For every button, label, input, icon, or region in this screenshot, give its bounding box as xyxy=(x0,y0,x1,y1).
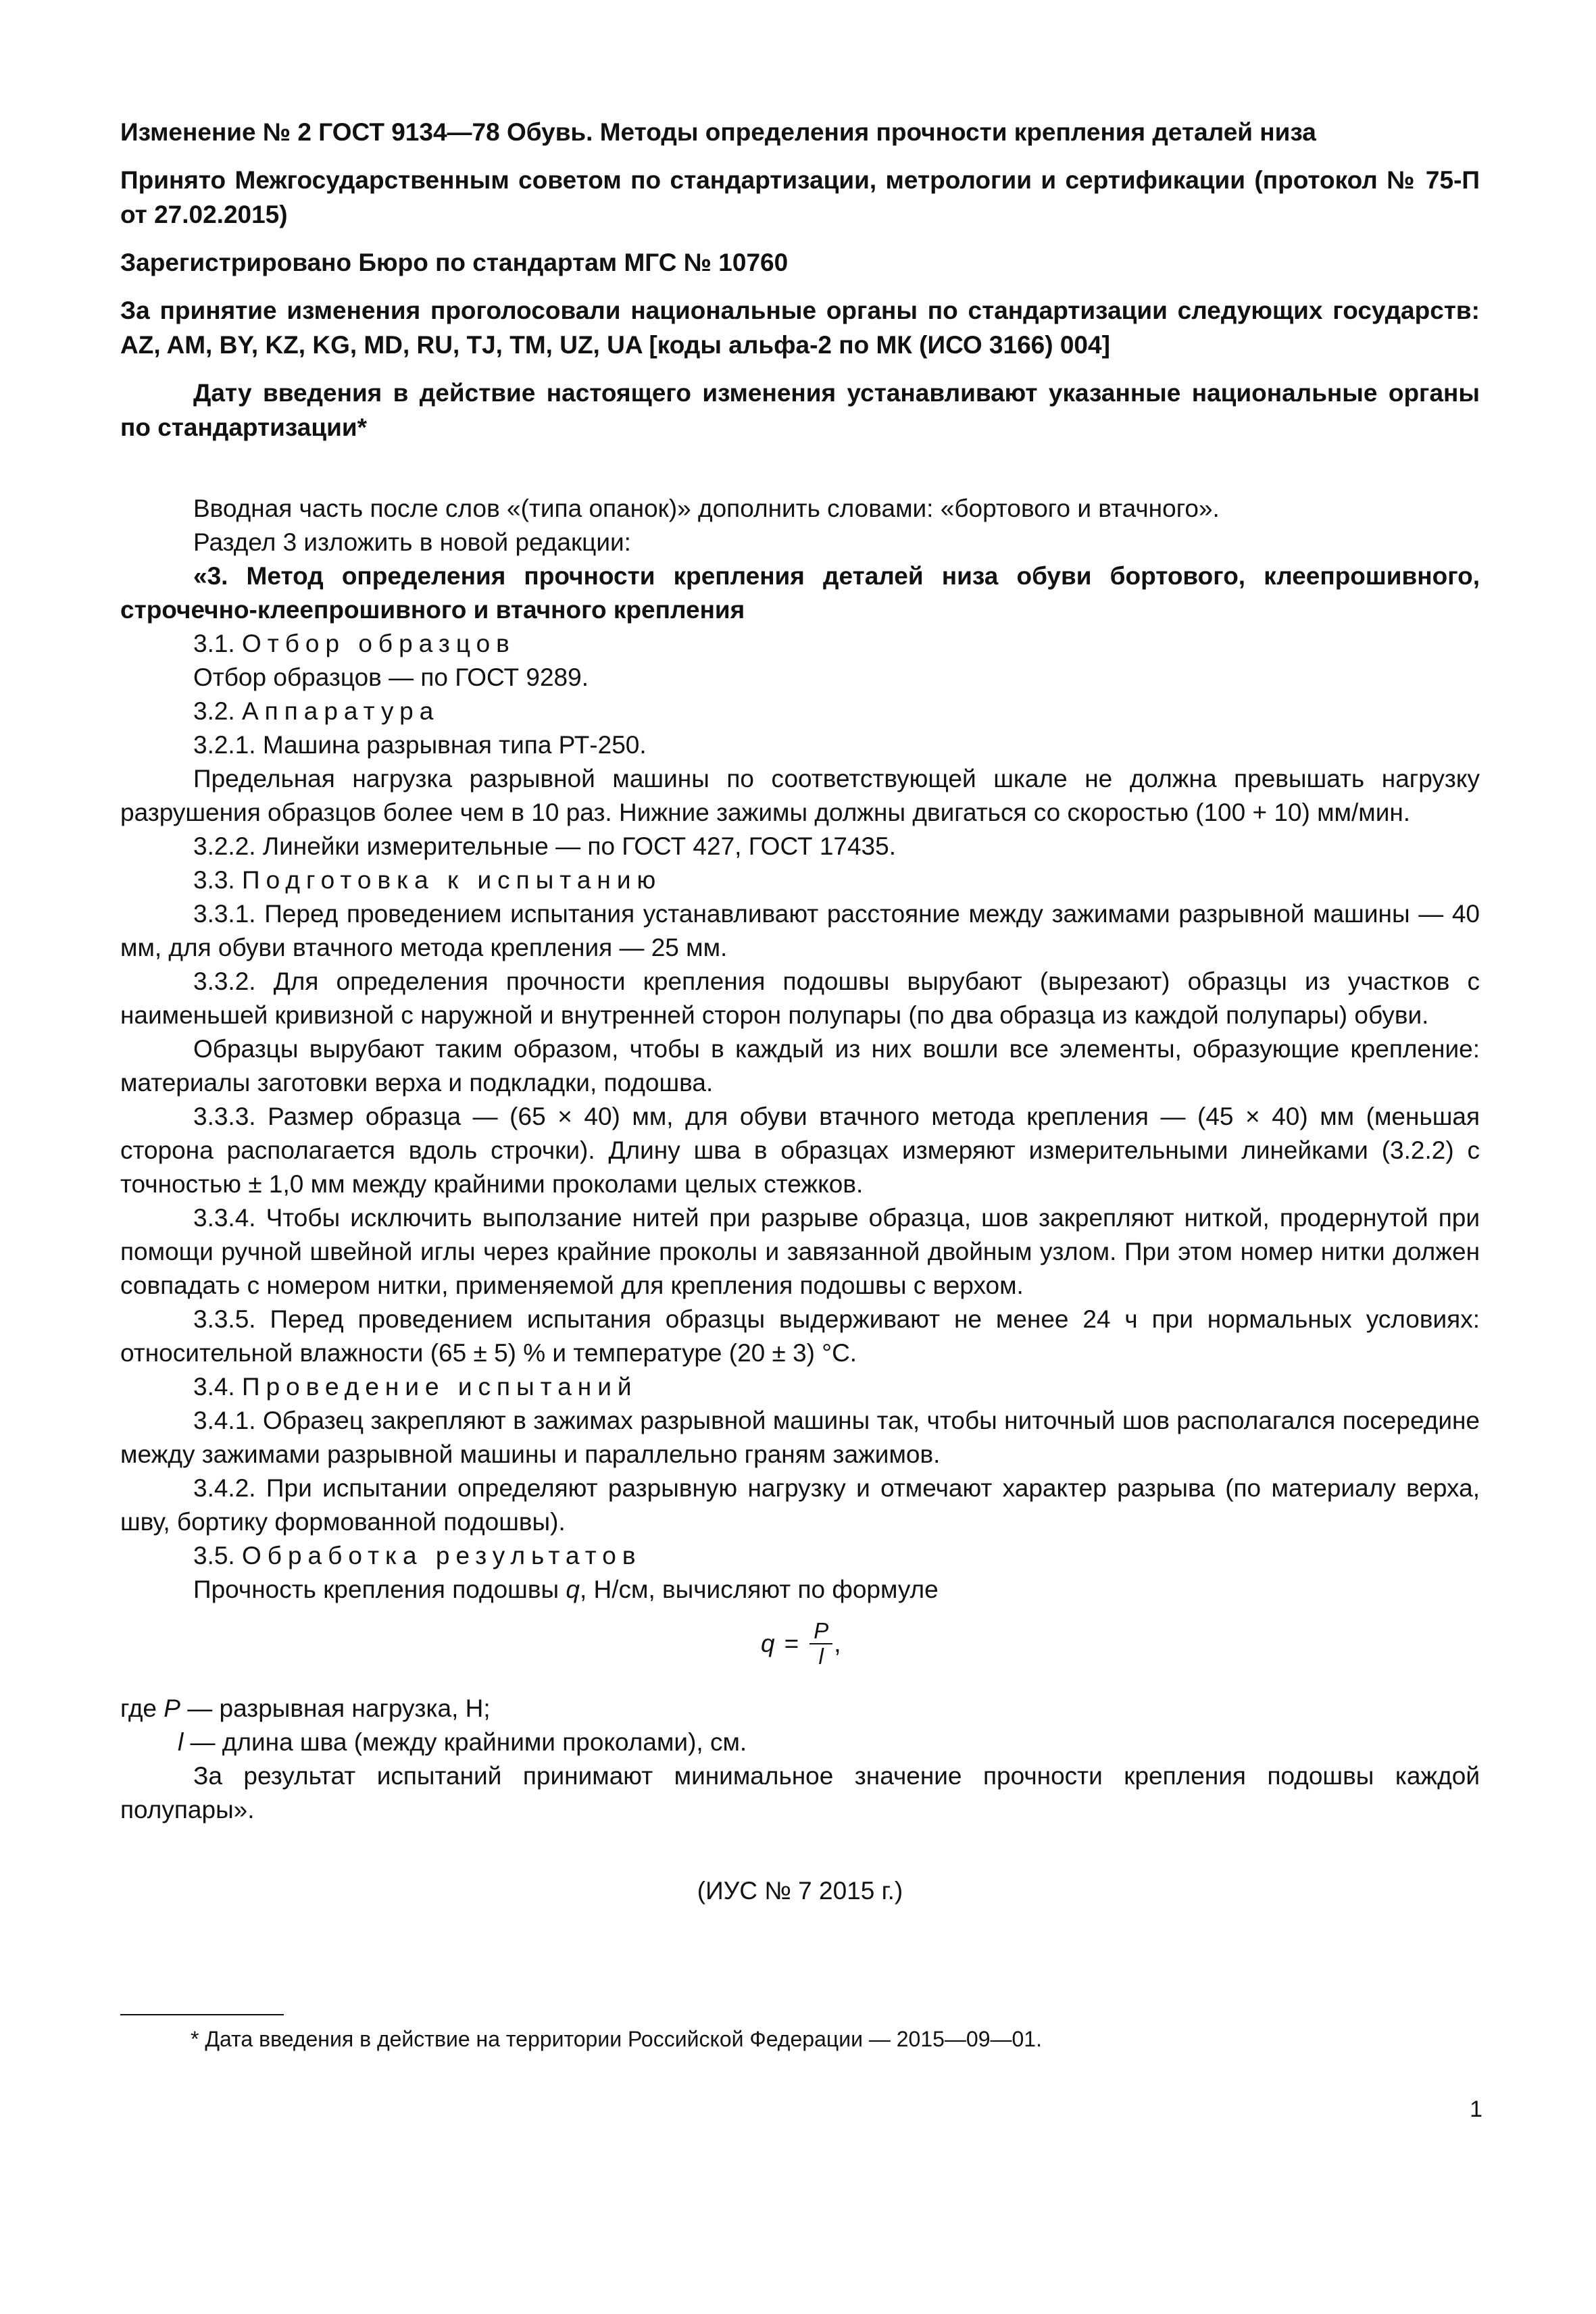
page-number: 1 xyxy=(1470,2096,1482,2122)
formula-tail: , xyxy=(834,1630,841,1657)
footnote: * Дата введения в действие на территории Российской Федерации — 2015—09—01. xyxy=(191,2027,1042,2051)
formula-lhs: q xyxy=(761,1630,775,1657)
section-number: 3.2. xyxy=(193,697,235,725)
paragraph-3-1: Отбор образцов — по ГОСТ 9289. xyxy=(193,663,589,691)
paragraph-3-4-2: 3.4.2. При испытании определяют разрывную нагрузку и отмечают характер разрыва (по материалу верха, шву, бортику формованной подошвы). xyxy=(120,1474,1480,1536)
section-title: Подготовка к испытанию xyxy=(242,866,662,894)
paragraph-3-3-4: 3.3.4. Чтобы исключить выползание нитей при разрыве образца, шов закрепляют ниткой, продернутой при помощи ручной швейной иглы через крайние проколы и завязанной двойным узлом. При этом номер нитки должен совпадать с номером нитки, применяемой для крепления подошвы с верхом. xyxy=(120,1204,1480,1299)
paragraph-3-4-1: 3.4.1. Образец закрепляют в зажимах разрывной машины так, чтобы ниточный шов располагался посередине между зажимами разрывной машины и параллельно граням зажимов. xyxy=(120,1407,1480,1468)
where-line-1: где P — разрывная нагрузка, Н; xyxy=(120,1694,491,1722)
section-title: Проведение испытаний xyxy=(242,1373,638,1401)
section-3-2-heading xyxy=(120,695,1480,728)
section-number: 3.5. xyxy=(193,1542,235,1569)
section-number: 3.4. xyxy=(193,1373,235,1401)
paragraph-3-2-1-text: Предельная нагрузка разрывной машины по соответствующей шкале не должна превышать нагрузку разрушения образцов более чем в 10 раз. Нижние зажимы должны двигаться со скоростью (100 + 10) мм/мин. xyxy=(120,765,1480,826)
intro-paragraph: Вводная часть после слов «(типа опанок)» дополнить словами: «бортового и втачного». xyxy=(193,495,1220,522)
formula-equals: = xyxy=(784,1630,799,1657)
section-title: Обработка результатов xyxy=(242,1542,642,1569)
paragraph-3-3-5: 3.3.5. Перед проведением испытания образцы выдерживают не менее 24 ч при нормальных условиях: относительной влажности (65 ± 5) % и температуре (20 ± 3) °С. xyxy=(120,1305,1480,1367)
result-paragraph: За результат испытаний принимают минимальное значение прочности крепления подошвы каждой полупары». xyxy=(120,1762,1480,1823)
formula-fraction xyxy=(809,1619,832,1669)
voted-note: За принятие изменения проголосовали национальные органы по стандартизации следующих государств: AZ, AM, BY, KZ, KG, MD, RU, TJ, TM, UZ, UA [коды альфа-2 по МК (ИСО 3166) 004] xyxy=(120,297,1480,359)
adopted-note: Принято Межгосударственным советом по стандартизации, метрологии и сертификации (протокол № 75-П от 27.02.2015) xyxy=(120,166,1480,228)
var-p: P xyxy=(164,1694,180,1722)
section-3-1-heading xyxy=(120,627,1480,661)
section-3-4-heading xyxy=(120,1370,1480,1404)
section-title: Отбор образцов xyxy=(242,630,516,657)
paragraph-3-2-2: 3.2.2. Линейки измерительные — по ГОСТ 427, ГОСТ 17435. xyxy=(193,832,896,860)
paragraph-3-5: Прочность крепления подошвы q, Н/см, вычисляют по формуле xyxy=(193,1576,939,1603)
var-l: l xyxy=(178,1728,184,1756)
paragraph-3-3-2: 3.3.2. Для определения прочности крепления подошвы вырубают (вырезают) образцы из участков с наименьшей кривизной с наружной и внутренней сторон полупары (по два образца из каждой полупары) обуви. xyxy=(120,967,1480,1029)
section-number: 3.1. xyxy=(193,630,235,657)
section3-title: «3. Метод определения прочности крепления деталей низа обуви бортового, клеепрошивного, строчечно-клеепрошивного и втачного крепления xyxy=(120,562,1480,624)
section-3-5-heading xyxy=(120,1539,1480,1573)
section-title: Аппаратура xyxy=(242,697,440,725)
paragraph-3-2-1: 3.2.1. Машина разрывная типа РТ-250. xyxy=(193,731,647,759)
paragraph-3-3-2-text: Образцы вырубают таким образом, чтобы в каждый из них вошли все элементы, образующие крепление: материалы заготовки верха и подкладки, подошва. xyxy=(120,1035,1480,1097)
registered-note: Зарегистрировано Бюро по стандартам МГС № 10760 xyxy=(120,249,789,276)
amendment-title: Изменение № 2 ГОСТ 9134—78 Обувь. Методы определения прочности крепления деталей низа xyxy=(120,118,1316,146)
formula-denominator: l xyxy=(818,1644,824,1669)
section-3-3-heading xyxy=(120,863,1480,897)
document-body xyxy=(120,492,1480,1908)
footnote-divider xyxy=(120,2014,284,2015)
var-q: q xyxy=(566,1576,580,1603)
formula-numerator: P xyxy=(809,1619,832,1644)
date-note: Дату введения в действие настоящего изменения устанавливают указанные национальные органы по стандартизации* xyxy=(120,379,1480,441)
section3-note: Раздел 3 изложить в новой редакции: xyxy=(193,528,631,556)
section-number: 3.3. xyxy=(193,866,235,894)
ius-reference: (ИУС № 7 2015 г.) xyxy=(697,1877,903,1905)
formula xyxy=(120,1607,1480,1692)
paragraph-3-3-3: 3.3.3. Размер образца — (65 × 40) мм, для обуви втачного метода крепления — (45 × 40) мм (меньшая сторона располагается вдоль строчки). Длину шва в образцах измеряют измерительными линейками (3.2.2) с точностью ± 1,0 мм между крайними проколами целых стежков. xyxy=(120,1103,1480,1198)
paragraph-3-3-1: 3.3.1. Перед проведением испытания устанавливают расстояние между зажимами разрывной машины — 40 мм, для обуви втачного метода крепления — 25 мм. xyxy=(120,900,1480,961)
where-line-2: l — длина шва (между крайними проколами), см. xyxy=(178,1728,747,1756)
document-page xyxy=(120,115,1480,1908)
